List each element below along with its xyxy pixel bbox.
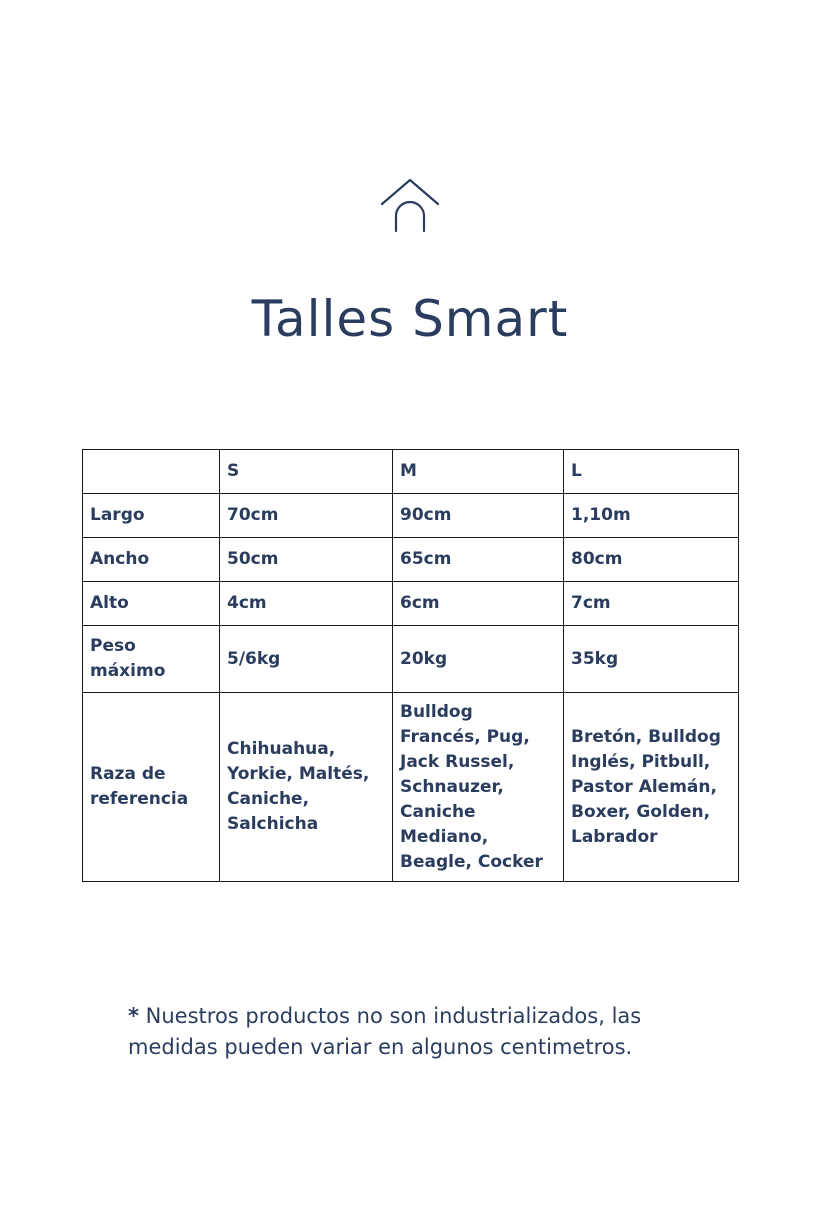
cell-l: 35kg [564, 626, 739, 693]
cell-s: 5/6kg [220, 626, 393, 693]
cell-m: Bulldog Francés, Pug, Jack Russel, Schnauzer, Caniche Mediano, Beagle, Cocker [393, 693, 564, 882]
table-row [83, 494, 739, 538]
header-cell-s: S [220, 450, 393, 494]
asterisk-marker: * [128, 1004, 139, 1028]
row-label: Ancho [83, 538, 220, 582]
table-row [83, 582, 739, 626]
cell-s: 50cm [220, 538, 393, 582]
table-row [83, 626, 739, 693]
size-table [82, 449, 739, 882]
disclaimer-note [128, 1001, 728, 1063]
header-cell-m: M [393, 450, 564, 494]
page-title: Talles Smart [251, 290, 569, 348]
row-label: Alto [83, 582, 220, 626]
table-header-row [83, 450, 739, 494]
disclaimer-text: Nuestros productos no son industrializados, las medidas pueden variar en algunos centimetros. [128, 1004, 642, 1059]
cell-l: 1,10m [564, 494, 739, 538]
header-cell-l: L [564, 450, 739, 494]
cell-l: Bretón, Bulldog Inglés, Pitbull, Pastor Alemán, Boxer, Golden, Labrador [564, 693, 739, 882]
cell-m: 65cm [393, 538, 564, 582]
cell-m: 20kg [393, 626, 564, 693]
cell-s: 70cm [220, 494, 393, 538]
row-label: Peso máximo [83, 626, 220, 693]
cell-s: Chihuahua, Yorkie, Maltés, Caniche, Salchicha [220, 693, 393, 882]
cell-m: 6cm [393, 582, 564, 626]
header-cell-empty [83, 450, 220, 494]
row-label: Raza de referencia [83, 693, 220, 882]
cell-l: 7cm [564, 582, 739, 626]
row-label: Largo [83, 494, 220, 538]
doghouse-icon [378, 176, 442, 234]
table-row [83, 693, 739, 882]
cell-m: 90cm [393, 494, 564, 538]
table-row [83, 538, 739, 582]
cell-l: 80cm [564, 538, 739, 582]
cell-s: 4cm [220, 582, 393, 626]
